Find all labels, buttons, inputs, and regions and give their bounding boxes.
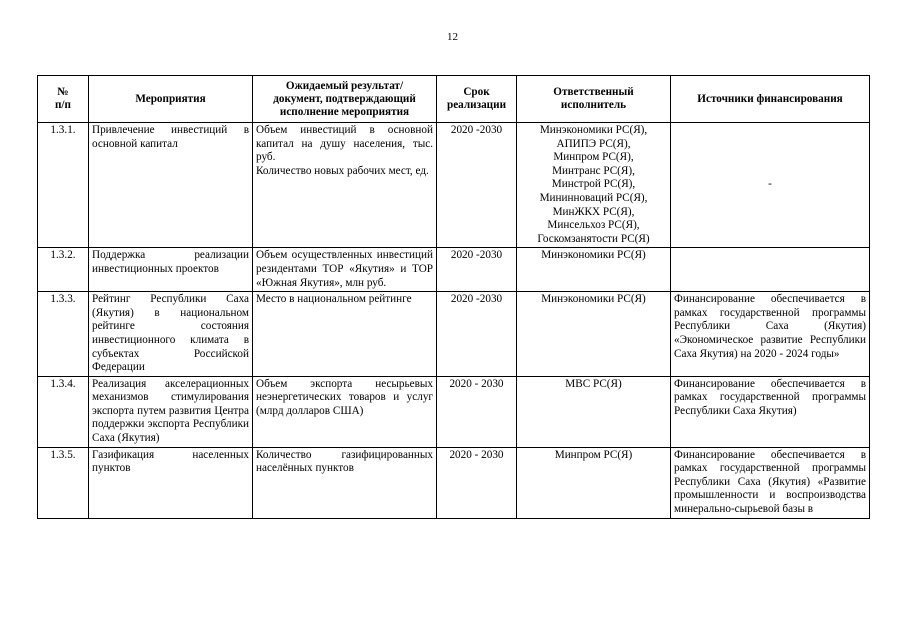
row-term: 2020 - 2030	[437, 376, 517, 447]
row-funding: Финансирование обеспечивается в рамках государственной программы Республики Саха (Якутия) «Развитие промышленности и воспроизводства минерально-сырьевой базы в	[671, 447, 870, 518]
row-term: 2020 -2030	[437, 123, 517, 248]
header-num: № п/п	[38, 76, 89, 123]
table-row	[38, 248, 870, 292]
row-term: 2020 -2030	[437, 292, 517, 377]
table-header-row	[38, 76, 870, 123]
row-result: Количество газифицированных населённых пунктов	[253, 447, 437, 518]
row-activity: Рейтинг Республики Саха (Якутия) в национальном рейтинге состояния инвестиционного климата в субъектах Российской Федерации	[89, 292, 253, 377]
page-number: 12	[447, 31, 458, 43]
row-result: Объем экспорта несырьевых неэнергетических товаров и услуг (млрд долларов США)	[253, 376, 437, 447]
row-result: Объем инвестиций в основной капитал на душу населения, тыс. руб. Количество новых рабочих мест, ед.	[253, 123, 437, 248]
header-funding: Источники финансирования	[671, 76, 870, 123]
row-funding: -	[671, 123, 870, 248]
table-row	[38, 123, 870, 248]
row-num: 1.3.1.	[38, 123, 89, 248]
row-activity: Поддержка реализации инвестиционных проектов	[89, 248, 253, 292]
row-result: Место в национальном рейтинге	[253, 292, 437, 377]
row-funding: Финансирование обеспечивается в рамках государственной программы Республики Саха Якутия)	[671, 376, 870, 447]
activities-table	[37, 75, 870, 519]
row-activity: Газификация населенных пунктов	[89, 447, 253, 518]
row-executor: Минэкономики РС(Я), АПИПЭ РС(Я), Минпром РС(Я), Минтранс РС(Я), Минстрой РС(Я), Мининноваций РС(Я), МинЖКХ РС(Я), Минсельхоз РС(Я), Госкомзанятости РС(Я)	[517, 123, 671, 248]
row-term: 2020 - 2030	[437, 447, 517, 518]
row-term: 2020 -2030	[437, 248, 517, 292]
row-executor: Минэкономики РС(Я)	[517, 292, 671, 377]
row-funding: Финансирование обеспечивается в рамках государственной программы Республики Саха (Якутия) «Экономическое развитие Республики Саха Якутия) на 2020 - 2024 годы»	[671, 292, 870, 377]
row-funding	[671, 248, 870, 292]
table-row	[38, 376, 870, 447]
table-row	[38, 447, 870, 518]
row-num: 1.3.3.	[38, 292, 89, 377]
table-row	[38, 292, 870, 377]
row-activity: Реализация акселерационных механизмов стимулирования экспорта путем развития Центра поддержки экспорта Республики Саха (Якутия)	[89, 376, 253, 447]
row-executor: МВС РС(Я)	[517, 376, 671, 447]
row-executor: Минпром РС(Я)	[517, 447, 671, 518]
header-result: Ожидаемый результат/ документ, подтверждающий исполнение мероприятия	[253, 76, 437, 123]
header-term: Срок реализации	[437, 76, 517, 123]
row-executor: Минэкономики РС(Я)	[517, 248, 671, 292]
header-executor: Ответственный исполнитель	[517, 76, 671, 123]
row-activity: Привлечение инвестиций в основной капитал	[89, 123, 253, 248]
row-num: 1.3.5.	[38, 447, 89, 518]
row-num: 1.3.2.	[38, 248, 89, 292]
row-result: Объем осуществленных инвестиций резидентами ТОР «Якутия» и ТОР «Южная Якутия», млн руб.	[253, 248, 437, 292]
header-activity: Мероприятия	[89, 76, 253, 123]
row-num: 1.3.4.	[38, 376, 89, 447]
